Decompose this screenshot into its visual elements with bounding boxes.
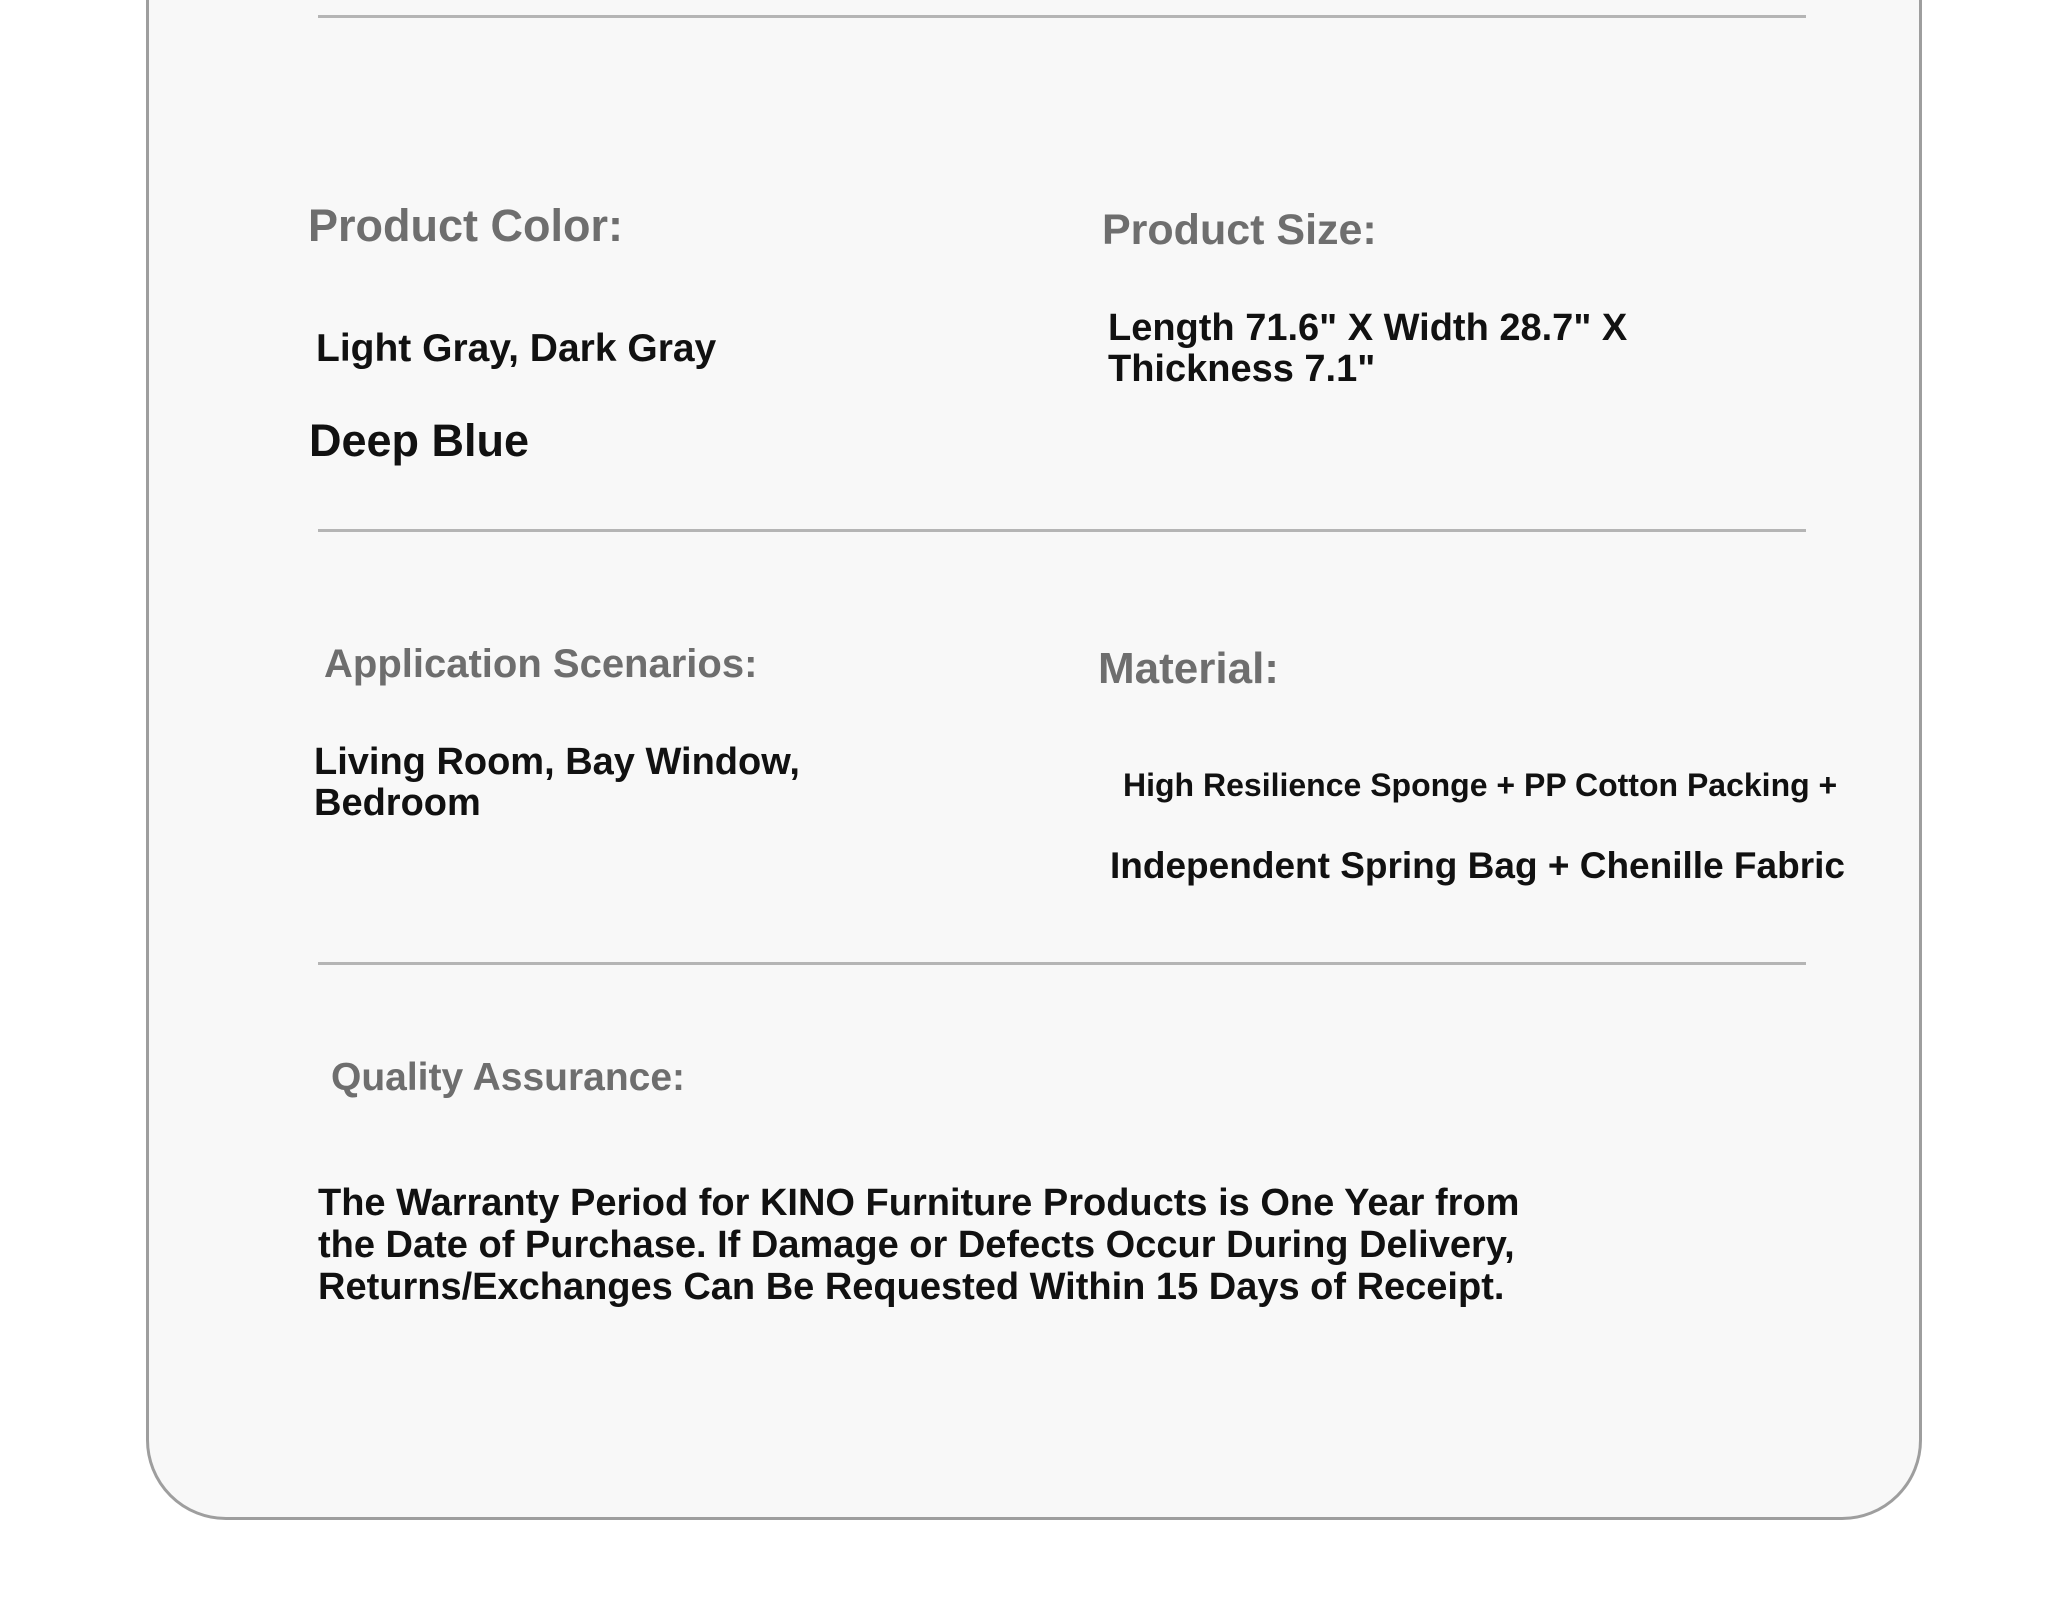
product-color-value-line1: Light Gray, Dark Gray xyxy=(316,327,717,370)
divider-middle-2 xyxy=(318,962,1806,965)
divider-top xyxy=(318,15,1806,18)
material-label: Material: xyxy=(1098,644,1279,693)
material-value-line2: Independent Spring Bag + Chenille Fabric xyxy=(1110,845,1845,886)
quality-assurance-value: The Warranty Period for KINO Furniture Products is One Year from the Date of Purchase. If Damage or Defects Occur During Delivery, Returns/Exchanges Can Be Requested Within 15 Days of Receipt. xyxy=(318,1182,1520,1308)
application-scenarios-value: Living Room, Bay Window, Bedroom xyxy=(314,741,800,824)
product-size-label: Product Size: xyxy=(1102,206,1377,254)
application-scenarios-label: Application Scenarios: xyxy=(324,642,758,686)
divider-middle-1 xyxy=(318,529,1806,532)
product-size-value: Length 71.6" X Width 28.7" X Thickness 7.1" xyxy=(1108,307,1628,390)
product-color-value-line2: Deep Blue xyxy=(309,415,530,466)
product-color-label: Product Color: xyxy=(308,200,623,251)
material-value-line1: High Resilience Sponge + PP Cotton Packing + xyxy=(1123,767,1838,803)
quality-assurance-label: Quality Assurance: xyxy=(331,1056,686,1099)
